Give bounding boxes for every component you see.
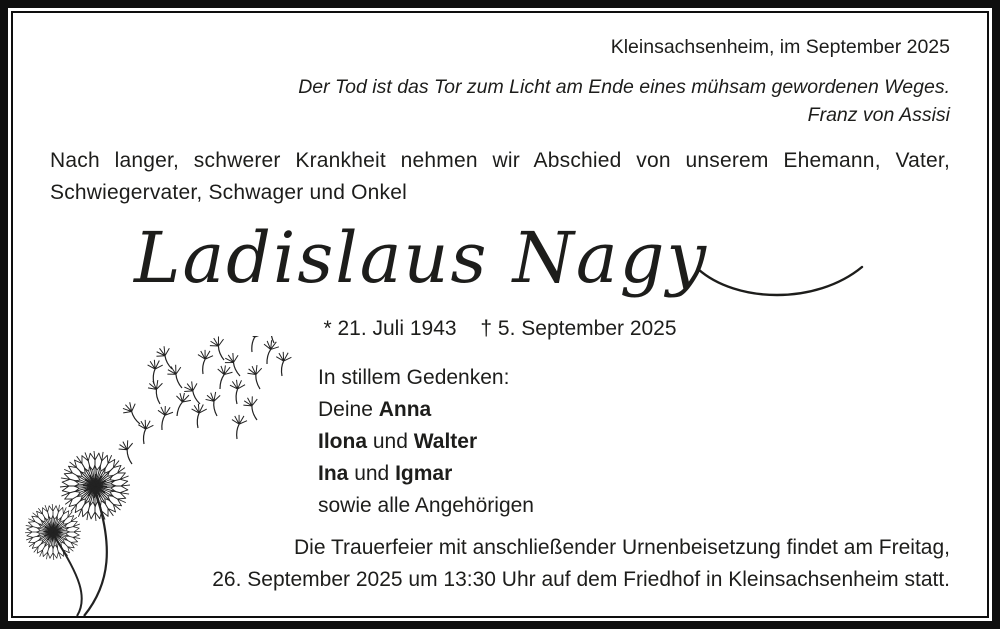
mourners-block — [318, 362, 534, 522]
deceased-name-row — [0, 206, 1000, 310]
announcement-line-1: Nach langer, schwerer Krankheit nehmen wir Abschied von unserem Ehemann, Vater, — [50, 149, 950, 172]
mourners-outro: sowie alle Angehörigen — [318, 494, 534, 517]
service-line-2: 26. September 2025 um 13:30 Uhr auf dem Friedhof in Kleinsachsenheim statt. — [212, 568, 950, 591]
mourners-line-2: Ilona und Walter — [318, 430, 478, 453]
mourners-line-3: Ina und Igmar — [318, 462, 453, 485]
funeral-service-info — [212, 532, 950, 596]
mourners-intro: In stillem Gedenken: — [318, 366, 510, 389]
name-flourish-icon — [696, 259, 866, 309]
dandelion-illustration — [14, 336, 300, 616]
deceased-name: Ladislaus Nagy — [133, 216, 709, 299]
memorial-quote: Der Tod ist das Tor zum Licht am Ende eines mühsam gewordenen Weges. — [298, 76, 950, 98]
mourners-line-1: Deine Anna — [318, 398, 432, 421]
announcement-line-2: Schwiegervater, Schwager und Onkel — [50, 181, 407, 204]
birth-date: * 21. Juli 1943 — [323, 317, 457, 340]
place-date: Kleinsachsenheim, im September 2025 — [610, 36, 950, 58]
service-line-1: Die Trauerfeier mit anschließender Urnenbeisetzung findet am Freitag, — [294, 536, 950, 559]
death-date: † 5. September 2025 — [480, 317, 677, 340]
quote-author: Franz von Assisi — [807, 104, 950, 126]
announcement-paragraph — [50, 145, 950, 209]
